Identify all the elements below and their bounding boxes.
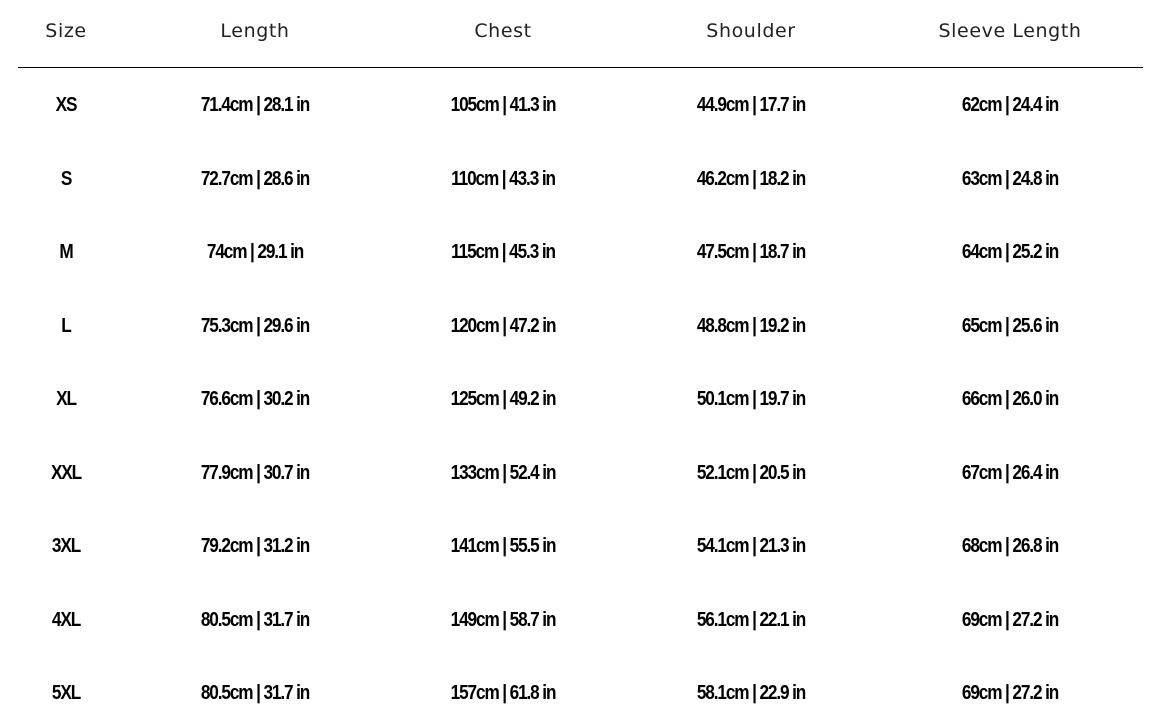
header-sleeve-length: Sleeve Length bbox=[938, 20, 1082, 42]
shoulder-cell: 46.2cm | 18.2 in bbox=[696, 168, 806, 190]
shoulder-cell: 56.1cm | 22.1 in bbox=[696, 609, 806, 631]
length-cell: 74cm | 29.1 in bbox=[206, 241, 304, 263]
size-cell: 4XL bbox=[51, 609, 81, 631]
size-cell: XXL bbox=[50, 462, 82, 484]
size-chart-table bbox=[18, 0, 1143, 728]
size-cell: XS bbox=[55, 94, 77, 116]
chest-cell: 110cm | 43.3 in bbox=[451, 168, 555, 190]
length-cell: 80.5cm | 31.7 in bbox=[200, 609, 310, 631]
chest-cell: 141cm | 55.5 in bbox=[450, 535, 556, 557]
header-chest: Chest bbox=[474, 20, 532, 42]
sleeve-length-cell: 67cm | 26.4 in bbox=[961, 462, 1059, 484]
sleeve-length-cell: 62cm | 24.4 in bbox=[961, 94, 1059, 116]
length-cell: 80.5cm | 31.7 in bbox=[200, 682, 310, 704]
chest-cell: 125cm | 49.2 in bbox=[450, 388, 556, 410]
chest-cell: 133cm | 52.4 in bbox=[450, 462, 556, 484]
shoulder-cell: 50.1cm | 19.7 in bbox=[696, 388, 806, 410]
shoulder-cell: 47.5cm | 18.7 in bbox=[696, 241, 806, 263]
header-size: Size bbox=[45, 20, 87, 42]
sleeve-length-cell: 69cm | 27.2 in bbox=[961, 609, 1059, 631]
size-cell: S bbox=[60, 168, 72, 190]
length-cell: 77.9cm | 30.7 in bbox=[200, 462, 310, 484]
table-row bbox=[18, 311, 1143, 341]
size-cell: M bbox=[59, 241, 73, 263]
header-shoulder: Shoulder bbox=[706, 20, 796, 42]
size-cell: 3XL bbox=[51, 535, 81, 557]
shoulder-cell: 44.9cm | 17.7 in bbox=[696, 94, 806, 116]
sleeve-length-cell: 69cm | 27.2 in bbox=[961, 682, 1059, 704]
table-row bbox=[18, 678, 1143, 708]
size-cell: L bbox=[61, 315, 71, 337]
chest-cell: 149cm | 58.7 in bbox=[450, 609, 556, 631]
length-cell: 72.7cm | 28.6 in bbox=[200, 168, 310, 190]
length-cell: 79.2cm | 31.2 in bbox=[200, 535, 310, 557]
table-row bbox=[18, 384, 1143, 414]
table-row bbox=[18, 237, 1143, 267]
sleeve-length-cell: 65cm | 25.6 in bbox=[961, 315, 1059, 337]
length-cell: 76.6cm | 30.2 in bbox=[200, 388, 310, 410]
header-length: Length bbox=[220, 20, 290, 42]
table-row bbox=[18, 605, 1143, 635]
shoulder-cell: 58.1cm | 22.9 in bbox=[696, 682, 806, 704]
table-row bbox=[18, 164, 1143, 194]
table-row bbox=[18, 90, 1143, 120]
sleeve-length-cell: 64cm | 25.2 in bbox=[961, 241, 1059, 263]
chest-cell: 105cm | 41.3 in bbox=[450, 94, 556, 116]
size-cell: XL bbox=[56, 388, 76, 410]
shoulder-cell: 48.8cm | 19.2 in bbox=[696, 315, 806, 337]
length-cell: 71.4cm | 28.1 in bbox=[200, 94, 310, 116]
sleeve-length-cell: 68cm | 26.8 in bbox=[961, 535, 1059, 557]
table-header-row bbox=[18, 0, 1143, 68]
shoulder-cell: 54.1cm | 21.3 in bbox=[696, 535, 806, 557]
chest-cell: 115cm | 45.3 in bbox=[451, 241, 555, 263]
sleeve-length-cell: 63cm | 24.8 in bbox=[961, 168, 1059, 190]
table-row bbox=[18, 531, 1143, 561]
table-row bbox=[18, 458, 1143, 488]
chest-cell: 157cm | 61.8 in bbox=[450, 682, 556, 704]
chest-cell: 120cm | 47.2 in bbox=[450, 315, 556, 337]
length-cell: 75.3cm | 29.6 in bbox=[200, 315, 310, 337]
sleeve-length-cell: 66cm | 26.0 in bbox=[961, 388, 1059, 410]
size-cell: 5XL bbox=[51, 682, 81, 704]
shoulder-cell: 52.1cm | 20.5 in bbox=[696, 462, 806, 484]
